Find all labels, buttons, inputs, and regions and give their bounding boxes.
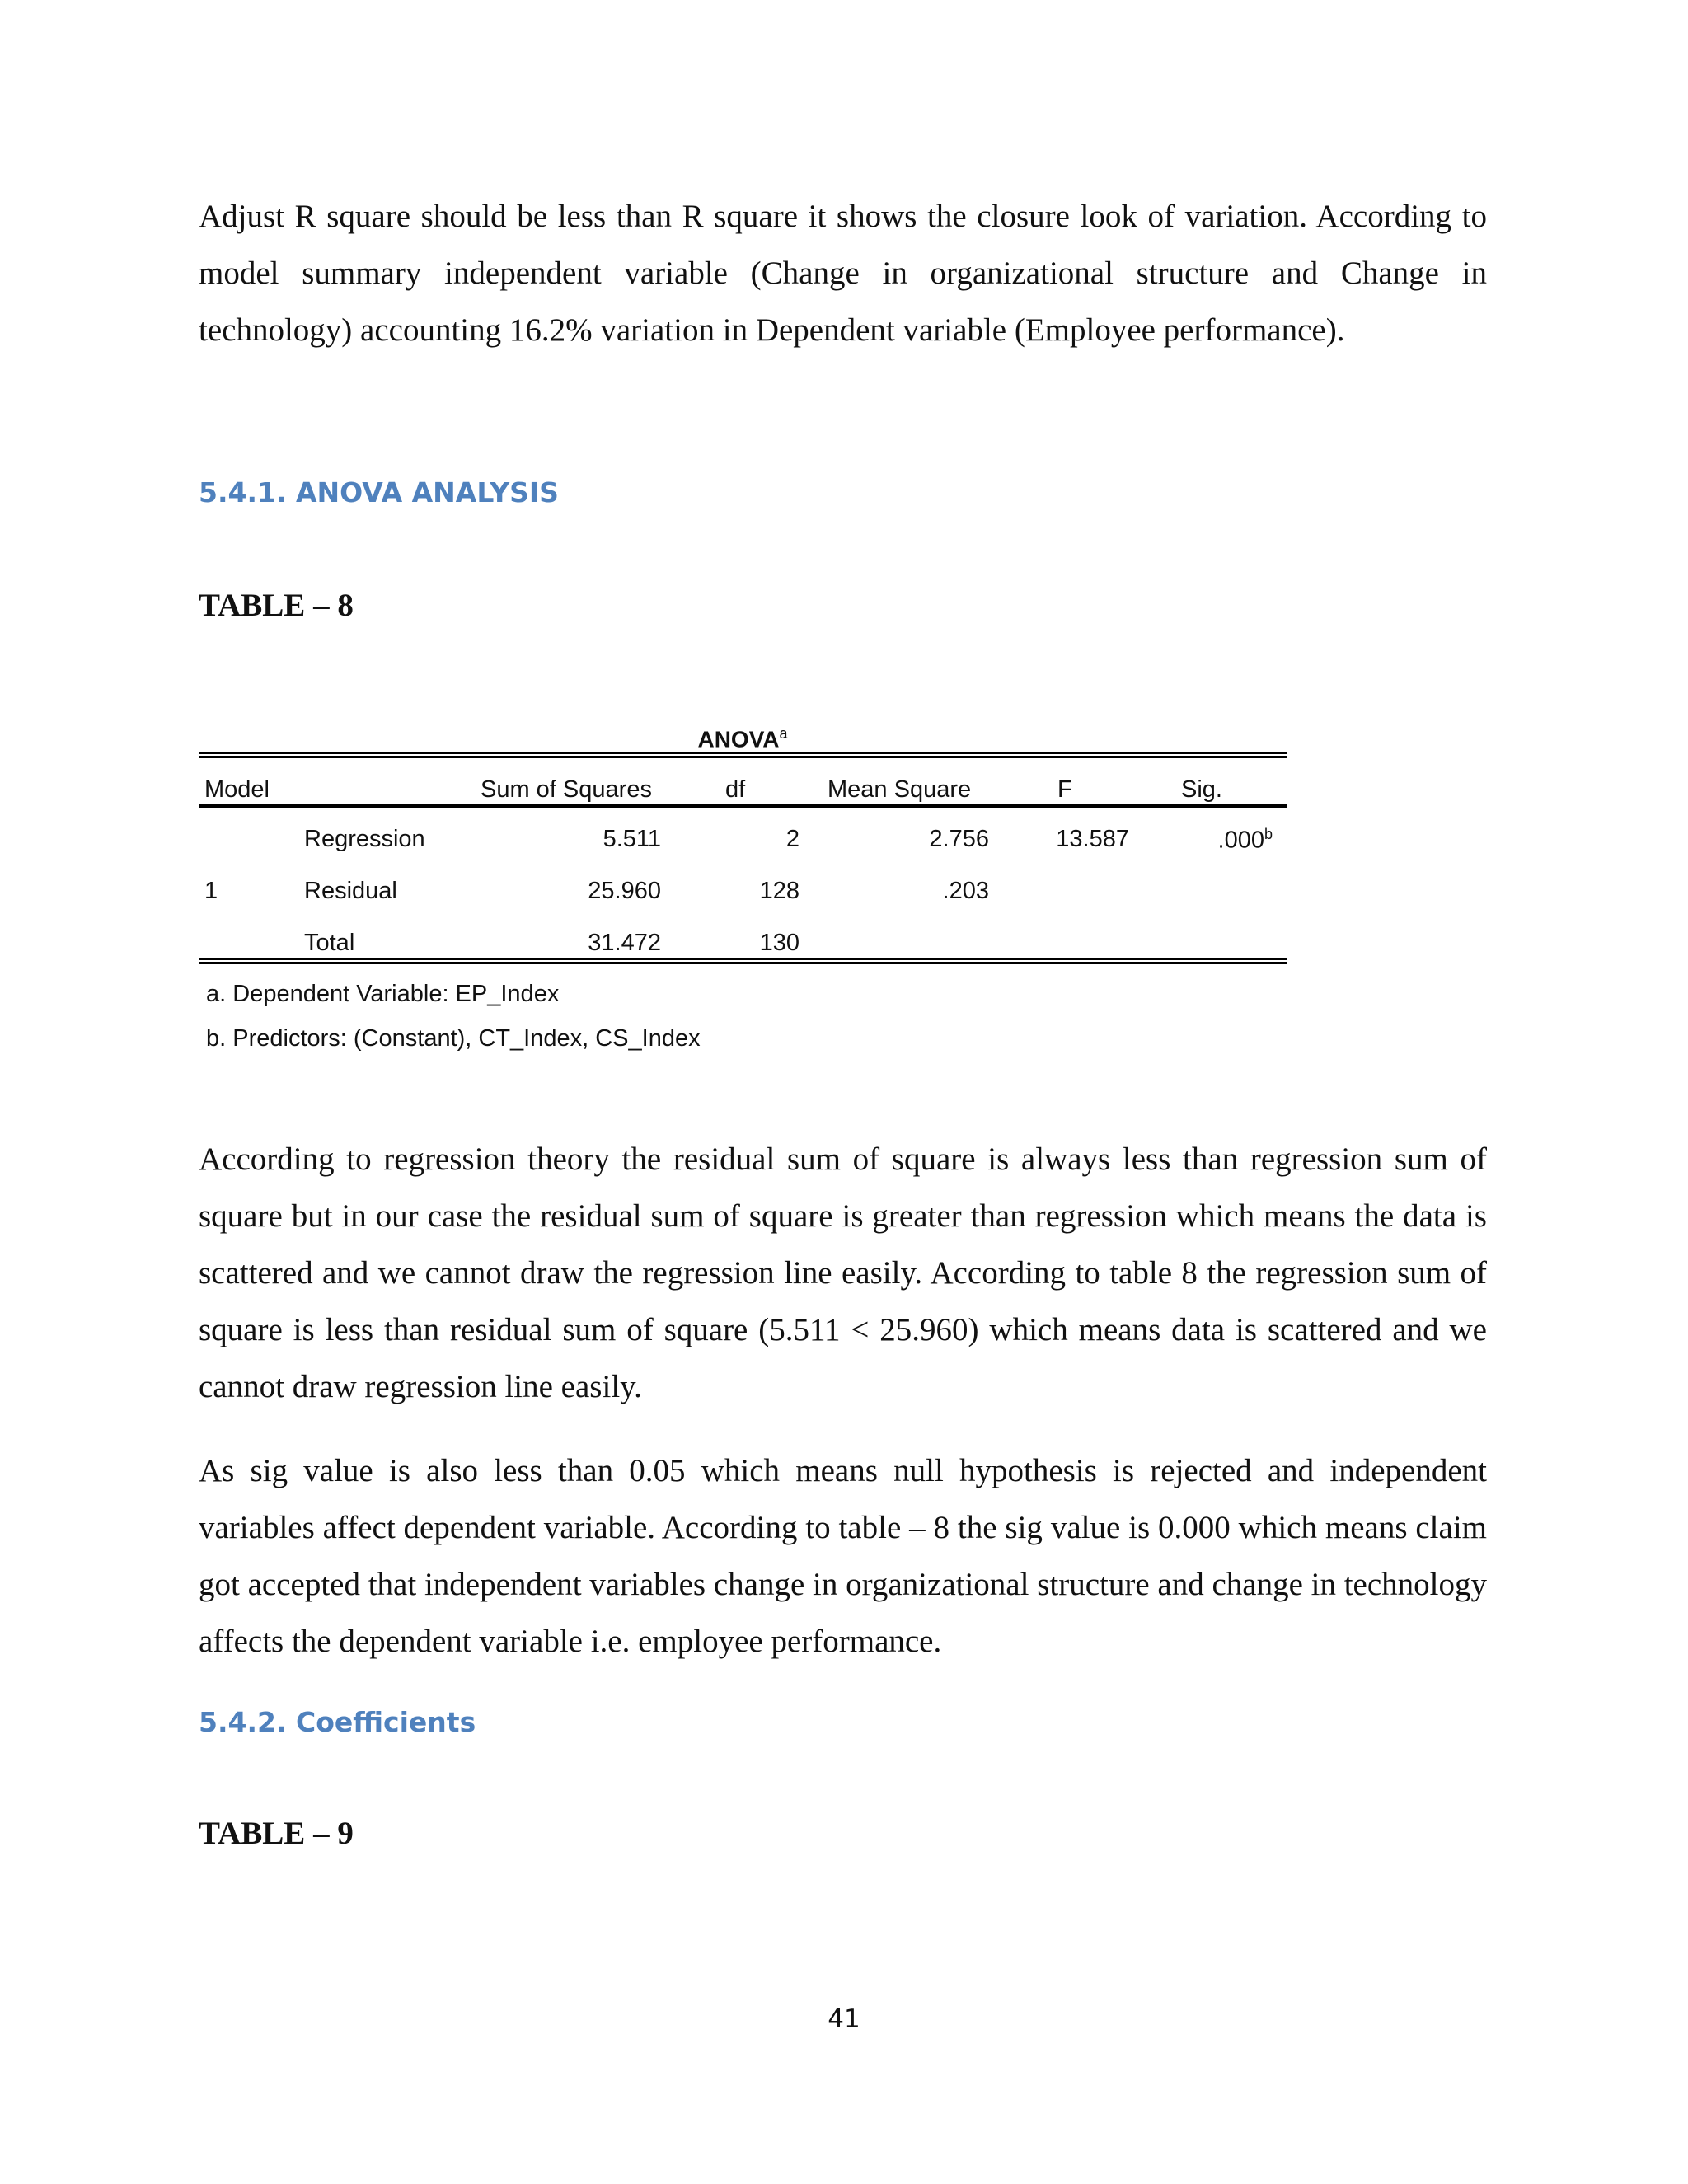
row-total-df: 130 [759, 930, 799, 956]
row-residual-label: Residual [304, 878, 397, 904]
row-regression-mean-square: 2.756 [929, 826, 989, 852]
page-number: 41 [828, 2004, 860, 2034]
row-total-label: Total [304, 930, 355, 956]
row-regression-label: Regression [304, 826, 425, 852]
anova-table-title [199, 725, 1287, 752]
sig-paragraph: As sig value is also less than 0.05 which means null hypothesis is rejected and independent variables affect dependent variable. According to table – 8 the sig value is 0.000 which means claim got accepted that independent variables change in organizational structure and change in technology affects the dependent variable i.e. employee performance. [199, 1453, 1488, 1659]
table-8-label: TABLE – 8 [199, 588, 354, 623]
residual-paragraph: According to regression theory the residual sum of square is always less than regression sum of square but in our case the residual sum of square is greater than regression which means the data is scattered and we cannot draw the regression line easily. According to table 8 the regression sum of square is less than residual sum of square (5.511 < 25.960) which means data is scattered and we cannot draw regression line easily. [199, 1141, 1487, 1404]
row-regression-f: 13.587 [1056, 826, 1129, 852]
header-df: df [725, 776, 746, 803]
row-regression-sig-value: .000 [1217, 827, 1264, 854]
header-mean-square: Mean Square [828, 776, 972, 803]
table-footnote-a: a. Dependent Variable: EP_Index [206, 981, 560, 1007]
table-bottom-rule [199, 958, 1287, 964]
row-residual-df: 128 [759, 878, 799, 904]
header-sig: Sig. [1181, 776, 1222, 803]
table-top-rule [199, 752, 1287, 758]
anova-title-footnote-marker: a [779, 725, 788, 742]
section-heading-anova: 5.4.1. ANOVA ANALYSIS [199, 476, 559, 509]
row-regression-sum-of-squares: 5.511 [603, 826, 661, 852]
header-model: Model [204, 776, 270, 803]
section-heading-coefficients: 5.4.2. Coefficients [199, 1706, 476, 1738]
row-regression-sig-footnote-marker: b [1264, 826, 1273, 842]
header-f: F [1057, 776, 1072, 803]
model-number: 1 [204, 878, 218, 904]
header-rule [199, 804, 1287, 808]
anova-title-text: ANOVA [697, 726, 780, 752]
row-regression-sig [1154, 826, 1273, 855]
row-regression-df: 2 [785, 826, 799, 852]
table-9-label: TABLE – 9 [199, 1816, 354, 1851]
table-footnote-b: b. Predictors: (Constant), CT_Index, CS_Index [206, 1025, 701, 1052]
intro-paragraph: Adjust R square should be less than R square it shows the closure look of variation. According to model summary independent variable (Change in organizational structure and Change in technology) accounting 16.2% variation in Dependent variable (Employee performance). [199, 199, 1487, 348]
row-total-sum-of-squares: 31.472 [588, 930, 661, 956]
header-sum-of-squares: Sum of Squares [481, 776, 652, 803]
row-residual-sum-of-squares: 25.960 [588, 878, 661, 904]
row-residual-mean-square: .203 [942, 878, 989, 904]
